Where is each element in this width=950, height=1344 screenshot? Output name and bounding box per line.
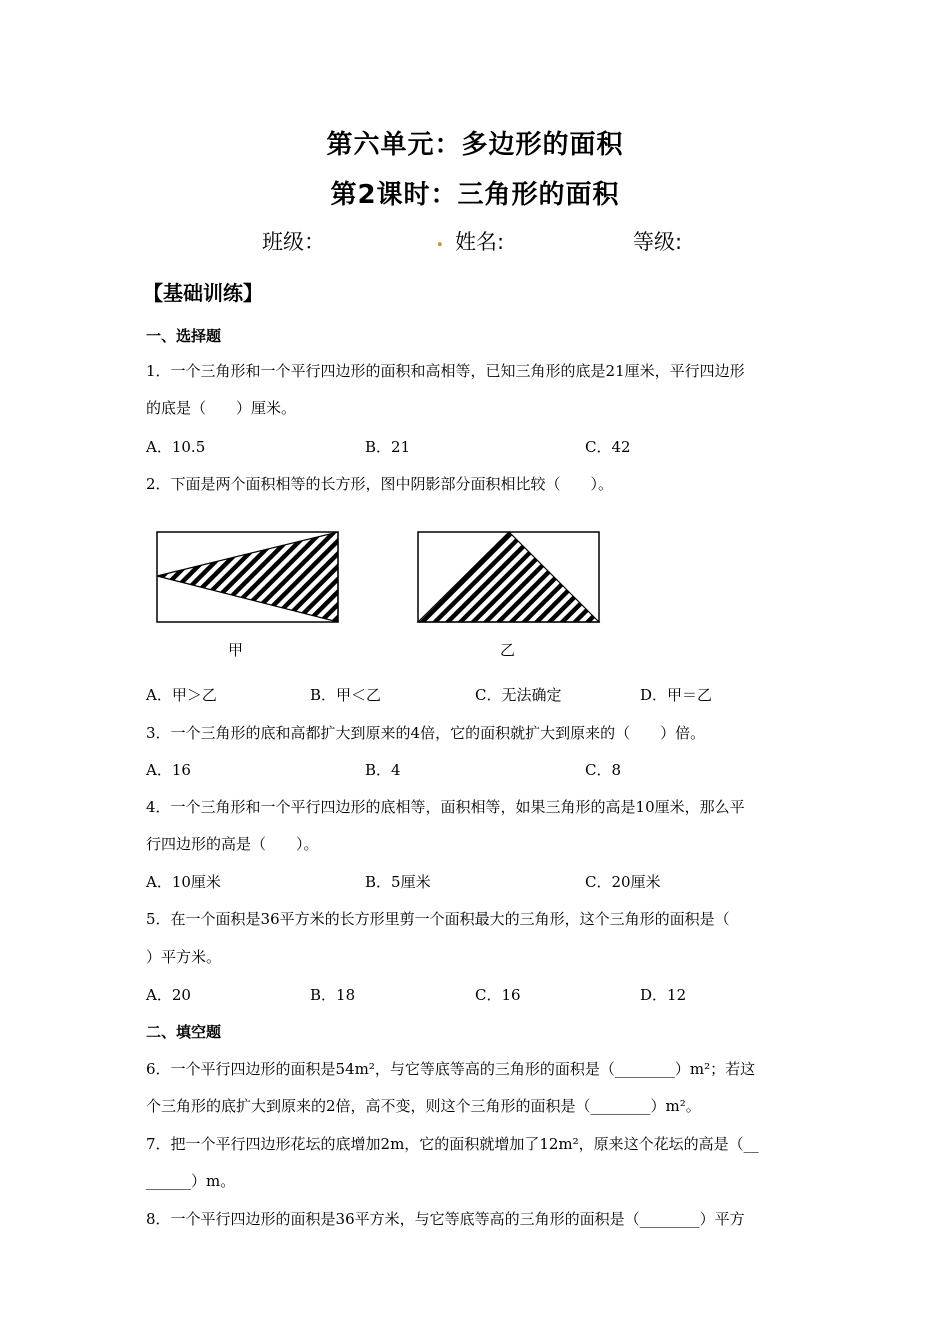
q1-option-c: C．42 <box>585 438 631 456</box>
q3-option-a: A．16 <box>146 761 191 779</box>
q5-option-d: D．12 <box>640 986 687 1004</box>
q2-figure <box>150 522 610 632</box>
q1-line1: 1．一个三角形和一个平行四边形的面积和高相等，已知三角形的底是21厘米，平行四边形 <box>146 362 745 380</box>
section-fill-blank: 二、填空题 <box>146 1023 222 1041</box>
q3-line1: 3．一个三角形的底和高都扩大到原来的4倍，它的面积就扩大到原来的（ ）倍。 <box>146 724 706 742</box>
q5-option-b: B．18 <box>310 986 356 1004</box>
q1-option-b: B．21 <box>365 438 411 456</box>
q4-line2: 行四边形的高是（ ）。 <box>146 835 319 853</box>
section-basic-training: 【基础训练】 <box>143 281 263 305</box>
q3-option-b: B．4 <box>365 761 401 779</box>
q2-option-a: A．甲＞乙 <box>146 686 217 704</box>
lesson-subtitle: 第2课时：三角形的面积 <box>330 180 620 210</box>
q7-line2: ______）m。 <box>146 1172 236 1190</box>
q5-line1: 5．在一个面积是36平方米的长方形里剪一个面积最大的三角形，这个三角形的面积是（ <box>146 910 730 928</box>
name-label: 姓名: <box>455 230 505 254</box>
q1-option-a: A．10.5 <box>146 438 206 456</box>
q2-line1: 2．下面是两个面积相等的长方形，图中阴影部分面积相比较（ ）。 <box>146 475 614 493</box>
q4-option-c: C．20厘米 <box>585 873 661 891</box>
grade-label: 等级: <box>633 230 683 254</box>
q3-option-c: C．8 <box>585 761 622 779</box>
q4-line1: 4．一个三角形和一个平行四边形的底相等，面积相等，如果三角形的高是10厘米，那么平 <box>146 798 745 816</box>
figure-left-rect <box>157 532 338 622</box>
q2-option-b: B．甲＜乙 <box>310 686 382 704</box>
q1-line2: 的底是（ ）厘米。 <box>146 399 297 417</box>
q4-option-a: A．10厘米 <box>146 873 221 891</box>
q7-line1: 7．把一个平行四边形花坛的底增加2m，它的面积就增加了12m²，原来这个花坛的高是（__ <box>146 1135 759 1153</box>
q4-option-b: B．5厘米 <box>365 873 431 891</box>
q2-option-d: D．甲＝乙 <box>640 686 713 704</box>
figure-label-yi: 乙 <box>500 641 516 659</box>
class-label: 班级： <box>262 230 325 254</box>
figure-right-rect <box>418 532 599 622</box>
q8-line1: 8．一个平行四边形的面积是36平方米，与它等底等高的三角形的面积是（________）平方 <box>146 1210 745 1228</box>
q5-option-a: A．20 <box>146 986 191 1004</box>
separator-dot: . <box>436 226 444 252</box>
q5-option-c: C．16 <box>475 986 521 1004</box>
q5-line2: ）平方米。 <box>146 948 222 966</box>
page-title: 第六单元：多边形的面积 <box>326 130 624 160</box>
q6-line2: 个三角形的底扩大到原来的2倍，高不变，则这个三角形的面积是（________）m²。 <box>146 1097 701 1115</box>
q6-line1: 6．一个平行四边形的面积是54m²，与它等底等高的三角形的面积是（________）m²；若这 <box>146 1060 756 1078</box>
figure-label-jia: 甲 <box>228 641 244 659</box>
section-choice-questions: 一、选择题 <box>146 327 222 345</box>
q2-option-c: C．无法确定 <box>475 686 562 704</box>
